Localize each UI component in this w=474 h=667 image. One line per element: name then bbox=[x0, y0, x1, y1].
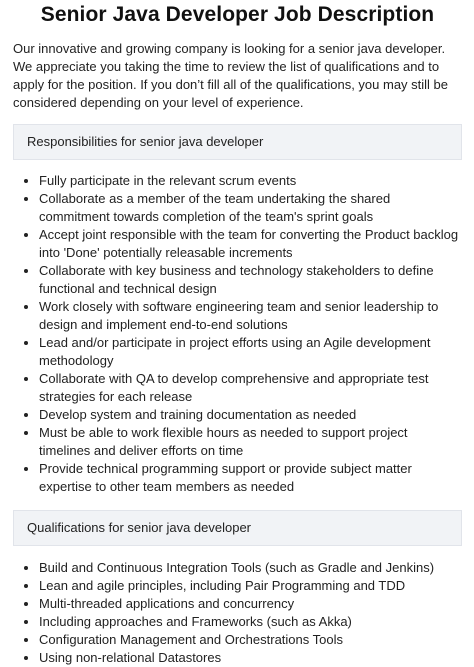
list-item: • Including approaches and Frameworks (such as Akka) bbox=[39, 613, 462, 631]
intro-paragraph: Our innovative and growing company is looking for a senior java developer. We appreciate you taking the time to review the list of qualifications and to apply for the position. If you don’t fill all of the qualifications, you may still be considered depending on your level of experience. bbox=[13, 41, 449, 110]
list-item: • Work closely with software engineering team and senior leadership to design and implement end-to-end solutions bbox=[39, 298, 462, 334]
list-item: • Build and Continuous Integration Tools (such as Gradle and Jenkins) bbox=[39, 559, 462, 577]
list-item: • Fully participate in the relevant scrum events bbox=[39, 172, 462, 190]
list-item: • Lead and/or participate in project efforts using an Agile development methodology bbox=[39, 334, 462, 370]
list-item: • Using non-relational Datastores bbox=[39, 649, 462, 667]
qualifications-list bbox=[13, 559, 462, 667]
list-item: • Collaborate as a member of the team undertaking the shared commitment towards completion of the team's sprint goals bbox=[39, 190, 462, 226]
list-item: • Accept joint responsible with the team for converting the Product backlog into 'Done' potentially releasable increments bbox=[39, 226, 462, 262]
list-item: • Multi-threaded applications and concurrency bbox=[39, 595, 462, 613]
list-item: • Develop system and training documentation as needed bbox=[39, 406, 462, 424]
list-item: • Must be able to work flexible hours as needed to support project timelines and deliver efforts on time bbox=[39, 424, 462, 460]
list-item: • Configuration Management and Orchestrations Tools bbox=[39, 631, 462, 649]
qualifications-heading: Qualifications for senior java developer bbox=[13, 510, 462, 546]
list-item: • Collaborate with QA to develop comprehensive and appropriate test strategies for each release bbox=[39, 370, 462, 406]
list-item: • Collaborate with key business and technology stakeholders to define functional and technical design bbox=[39, 262, 462, 298]
responsibilities-list bbox=[13, 172, 462, 496]
page-title: Senior Java Developer Job Description bbox=[40, 3, 435, 26]
list-item: • Provide technical programming support or provide subject matter expertise to other team members as needed bbox=[39, 460, 462, 496]
responsibilities-heading: Responsibilities for senior java developer bbox=[13, 124, 462, 160]
list-item: • Lean and agile principles, including Pair Programming and TDD bbox=[39, 577, 462, 595]
